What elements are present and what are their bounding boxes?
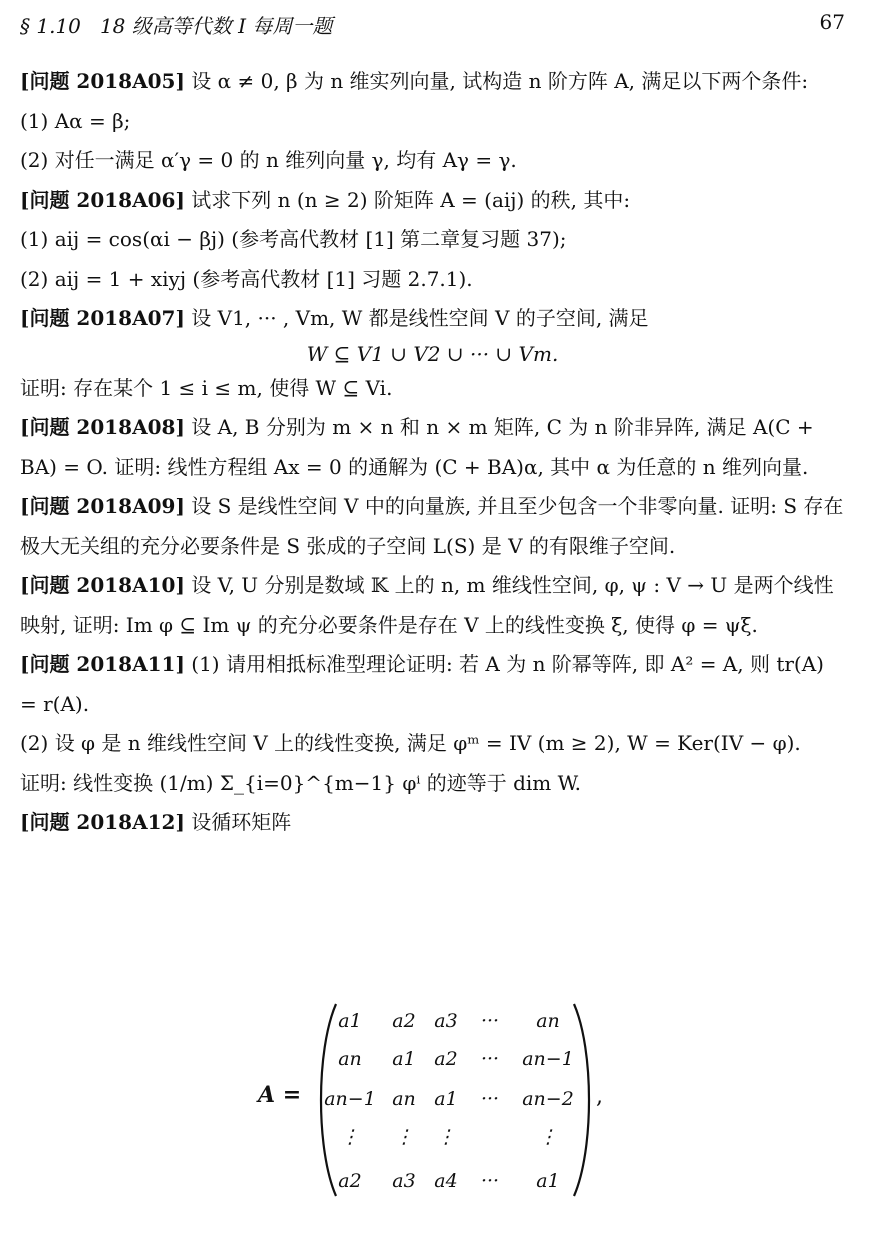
problem-a05-line-3: (2) 对任一满足 α′γ = 0 的 n 维列向量 γ, 均有 Aγ = γ. xyxy=(20,148,517,172)
matrix-cell: an−1 xyxy=(324,1088,376,1110)
matrix-cell: a3 xyxy=(392,1170,416,1192)
matrix-cell: a1 xyxy=(434,1088,458,1110)
matrix-trailing-comma: , xyxy=(596,1084,603,1109)
matrix-cell: an xyxy=(392,1088,416,1110)
matrix-cell: a4 xyxy=(434,1170,458,1192)
matrix-cell: ⋮ xyxy=(340,1126,360,1148)
problem-text: 设 A, B 分别为 m × n 和 n × m 矩阵, C 为 n 阶非异阵, 满足 A(C + BA) = O. 证明: 线性方程组 Ax = 0 的通解为 (C + BA)α, 其中 α 为任意的 n 维列向量. xyxy=(20,415,814,479)
matrix-cell: ··· xyxy=(480,1170,500,1192)
problem-text: 设 V1, ··· , Vm, W 都是线性空间 V 的子空间, 满足 xyxy=(191,306,649,330)
matrix-cell: a3 xyxy=(434,1010,458,1032)
problem-text: 试求下列 n (n ≥ 2) 阶矩阵 A = (aij) 的秩, 其中: xyxy=(191,187,631,212)
matrix-cell: an−2 xyxy=(522,1088,574,1110)
matrix-cell: a1 xyxy=(392,1048,416,1070)
matrix-cell: ⋮ xyxy=(394,1126,414,1148)
matrix-cell: ··· xyxy=(480,1010,500,1032)
problem-a06-line-1 xyxy=(20,181,845,221)
circulant-matrix xyxy=(0,1000,875,1210)
problem-a06-line-2: (1) aij = cos(αi − βj) (参考高代教材 [1] 第二章复习题 37); xyxy=(20,227,567,251)
problem-a07-line-1 xyxy=(20,299,845,339)
matrix-cell: a1 xyxy=(536,1170,560,1192)
problem-text: 设 S 是线性空间 V 中的向量族, 并且至少包含一个非零向量. 证明: S 存在极大无关组的充分必要条件是 S 张成的子空间 L(S) 是 V 的有限维子空间. xyxy=(20,494,844,558)
problem-text: 设 α ≠ 0, β 为 n 维实列向量, 试构造 n 阶方阵 A, 满足以下两个条件: xyxy=(191,69,809,93)
problem-a05-line-1 xyxy=(20,62,845,102)
matrix-cell: an xyxy=(536,1010,560,1032)
problem-a06-line-3: (2) aij = 1 + xiyj (参考高代教材 [1] 习题 2.7.1). xyxy=(20,266,473,291)
matrix-cell: a2 xyxy=(392,1010,416,1032)
matrix-lhs: A = xyxy=(258,1082,302,1108)
problem-tag: [问题 2018A07] xyxy=(20,306,185,330)
matrix-cell: a2 xyxy=(338,1170,362,1192)
problem-tag: [问题 2018A09] xyxy=(20,494,185,518)
matrix-cell: a1 xyxy=(338,1010,362,1032)
matrix-cell: ⋮ xyxy=(538,1126,558,1148)
problem-tag: [问题 2018A05] xyxy=(20,69,185,93)
problem-tag: [问题 2018A11] xyxy=(20,652,185,676)
problem-a12 xyxy=(20,803,845,843)
problem-a11-part-1 xyxy=(20,645,845,724)
matrix-cell: ··· xyxy=(480,1088,500,1110)
page-number: 67 xyxy=(819,10,845,34)
problem-tag: [问题 2018A12] xyxy=(20,810,185,834)
display-equation: W ⊆ V1 ∪ V2 ∪ ··· ∪ Vm. xyxy=(306,341,559,366)
running-header xyxy=(20,10,845,36)
problem-text: 设 V, U 分别是数域 𝕂 上的 n, m 维线性空间, φ, ψ : V → U 是两个线性映射, 证明: Im φ ⊆ Im ψ 的充分必要条件是存在 V 上的线性变换 ξ, 使得 φ = ψξ. xyxy=(20,573,834,637)
problem-a09 xyxy=(20,487,845,566)
problem-a08 xyxy=(20,408,845,487)
problem-a11-conclusion: 证明: 线性变换 (1/m) Σ_{i=0}^{m−1} φⁱ 的迹等于 dim W. xyxy=(20,770,582,795)
problem-a11-part-2: (2) 设 φ 是 n 维线性空间 V 上的线性变换, 满足 φᵐ = IV (m ≥ 2), W = Ker(IV − φ). xyxy=(20,731,801,755)
matrix-cell: ··· xyxy=(480,1048,500,1070)
matrix-cell: an−1 xyxy=(522,1048,574,1070)
problem-a07-conclusion: 证明: 存在某个 1 ≤ i ≤ m, 使得 W ⊆ Vi. xyxy=(20,375,393,400)
problem-a05-line-2: (1) Aα = β; xyxy=(20,108,131,133)
section-title: § 1.10 18 级高等代数 I 每周一题 xyxy=(20,14,333,38)
problem-tag: [问题 2018A08] xyxy=(20,415,185,439)
problem-text: 设循环矩阵 xyxy=(191,810,292,834)
problem-a10 xyxy=(20,566,845,645)
matrix-cell: a2 xyxy=(434,1048,458,1070)
problem-text: (1) 请用相抵标准型理论证明: 若 A 为 n 阶幂等阵, 即 A² = A, 则 tr(A) = r(A). xyxy=(20,652,824,716)
problem-tag: [问题 2018A10] xyxy=(20,573,185,597)
problem-tag: [问题 2018A06] xyxy=(20,187,185,212)
problem-list xyxy=(20,62,845,843)
matrix-cell: an xyxy=(338,1048,362,1070)
matrix-cell: ⋮ xyxy=(436,1126,456,1148)
